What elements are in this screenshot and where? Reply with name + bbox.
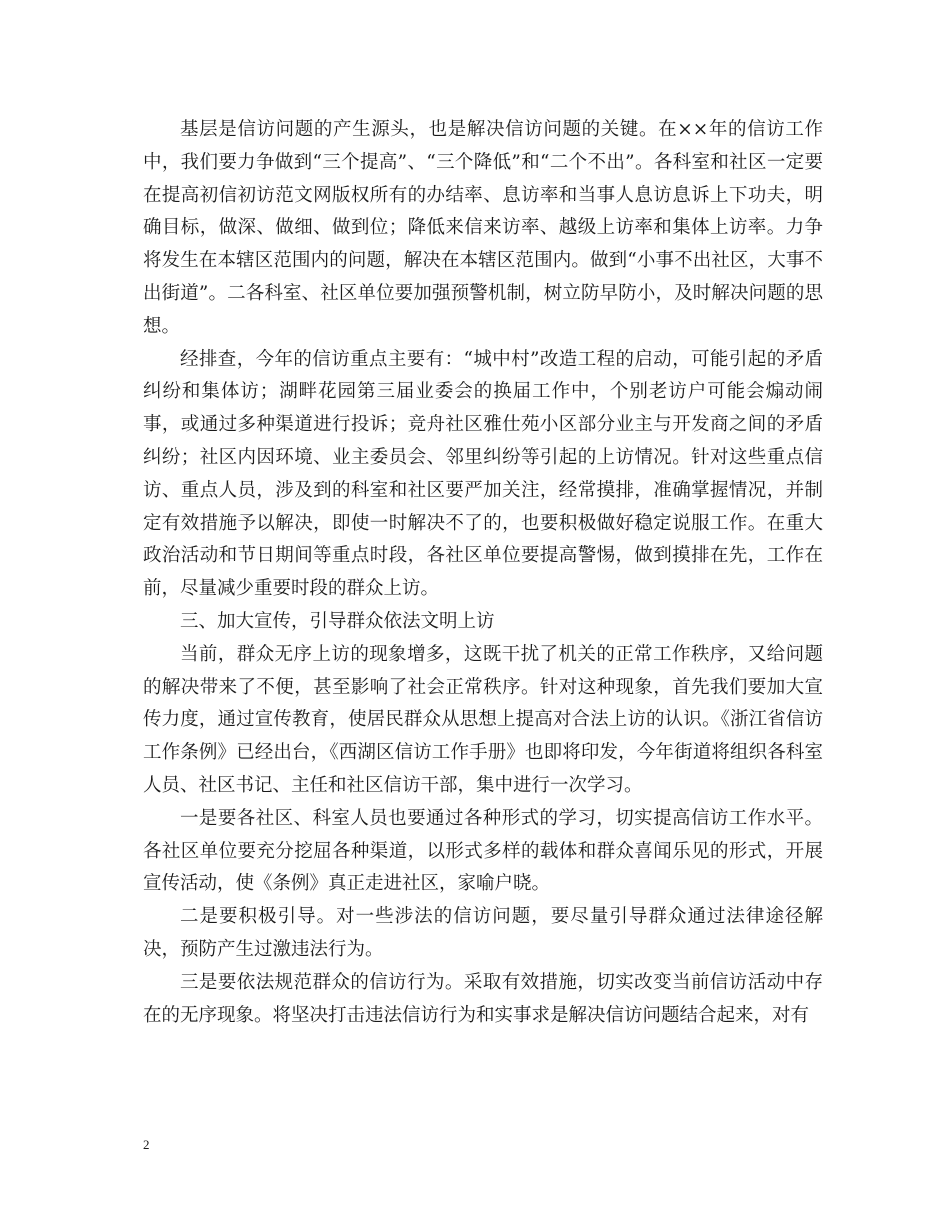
- document-body: [143, 114, 823, 1032]
- paragraph: 三是要依法规范群众的信访行为。采取有效措施，切实改变当前信访活动中存在的无序现象。将坚决打击违法信访行为和实事求是解决信访问题结合起来，对有: [143, 971, 823, 1026]
- paragraph: 当前，群众无序上访的现象增多，这既干扰了机关的正常工作秩序，又给问题的解决带来了不便，甚至影响了社会正常秩序。针对这种现象，首先我们要加大宣传力度，通过宣传教育，使居民群众从思想上提高对合法上访的认识。《浙江省信访工作条例》已经出台，《西湖区信访工作手册》也即将印发，今年街道将组织各科室人员、社区书记、主任和社区信访干部，集中进行一次学习。: [143, 643, 823, 796]
- page-number: 2: [143, 1137, 150, 1152]
- section-heading: 三、加大宣传，引导群众依法文明上访: [180, 610, 495, 632]
- paragraph: 经排查，今年的信访重点主要有：“城中村”改造工程的启动，可能引起的矛盾纠纷和集体访；湖畔花园第三届业委会的换届工作中，个别老访户可能会煽动闹事，或通过多种渠道进行投诉；竞舟社区雅仕苑小区部分业主与开发商之间的矛盾纠纷；社区内因环境、业主委员会、邻里纠纷等引起的上访情况。针对这些重点信访、重点人员，涉及到的科室和社区要严加关注，经常摸排，准确掌握情况，并制定有效措施予以解决，即使一时解决不了的，也要积极做好稳定说服工作。在重大政治活动和节日期间等重点时段，各社区单位要提高警惕，做到摸排在先，工作在前，尽量减少重要时段的群众上访。: [143, 348, 823, 600]
- paragraph: 一是要各社区、科室人员也要通过各种形式的学习，切实提高信访工作水平。各社区单位要充分挖屈各种渠道，以形式多样的载体和群众喜闻乐见的形式，开展宣传活动，使《条例》真正走进社区，家喻户晓。: [143, 807, 823, 895]
- paragraph: 二是要积极引导。对一些涉法的信访问题，要尽量引导群众通过法律途径解决，预防产生过激违法行为。: [143, 906, 823, 960]
- paragraph: 基层是信访问题的产生源头，也是解决信访问题的关键。在××年的信访工作中，我们要力争做到“三个提高”、“三个降低”和“二个不出”。各科室和社区一定要在提高初信初访范文网版权所有的办结率、息访率和当事人息访息诉上下功夫，明确目标，做深、做细、做到位；降低来信来访率、越级上访率和集体上访率。力争将发生在本辖区范围内的问题，解决在本辖区范围内。做到“小事不出社区，大事不出街道”。二各科室、社区单位要加强预警机制，树立防早防小，及时解决问题的思想。: [143, 119, 823, 337]
